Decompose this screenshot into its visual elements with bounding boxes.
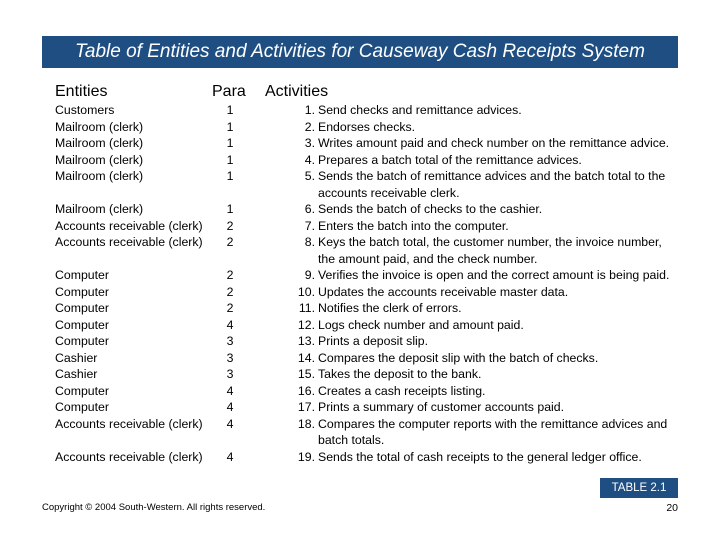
activity-number: 7.: [304, 218, 315, 233]
para-cell: 2: [226, 284, 234, 299]
column-header-para: Para: [212, 83, 246, 100]
activity-number: 15.: [297, 367, 315, 381]
para-cell: 4: [226, 317, 234, 332]
activity-number: 10.: [297, 284, 315, 299]
activity-number: 5.: [304, 169, 315, 183]
entity-cell: Computer: [55, 383, 109, 398]
activity-text: Compares the computer reports with the remittance advices and: [318, 416, 668, 431]
para-cell: 1: [226, 103, 234, 117]
activity-number: 9.: [304, 268, 315, 282]
activity-number: 12.: [297, 317, 315, 332]
activity-number: 11.: [298, 301, 315, 315]
activity-number: 18.: [297, 416, 315, 431]
activity-text: Compares the deposit slip with the batch of checks.: [318, 350, 599, 365]
activity-text: Notifies the clerk of errors.: [318, 301, 462, 315]
entity-cell: Customers: [55, 103, 115, 117]
entity-cell: Mailroom (clerk): [55, 136, 144, 150]
para-cell: 1: [226, 202, 234, 216]
entity-cell: Mailroom (clerk): [55, 152, 144, 167]
entity-cell: Computer: [55, 268, 109, 282]
activity-text: Takes the deposit to the bank.: [318, 367, 482, 381]
para-cell: 4: [226, 416, 234, 431]
entity-cell: Mailroom (clerk): [55, 119, 144, 134]
entity-cell: Cashier: [55, 367, 98, 381]
activity-number: 8.: [304, 235, 315, 249]
activity-text: Endorses checks.: [318, 119, 416, 134]
para-cell: 1: [226, 119, 234, 134]
activity-number: 4.: [304, 152, 315, 167]
para-cell: 2: [226, 268, 234, 282]
activity-number: 19.: [297, 449, 315, 464]
table-label-badge: TABLE 2.1: [600, 478, 678, 498]
activity-text: Enters the batch into the computer.: [318, 218, 509, 233]
entity-cell: Cashier: [55, 350, 98, 365]
entity-cell: Computer: [55, 400, 109, 414]
para-cell: 3: [226, 367, 234, 381]
para-cell: 1: [226, 136, 234, 150]
entity-cell: Computer: [55, 317, 109, 332]
entity-cell: Mailroom (clerk): [55, 202, 144, 216]
activity-number: 3.: [304, 136, 315, 150]
activity-number: 2.: [304, 119, 315, 134]
page-number: 20: [666, 502, 678, 514]
para-cell: 3: [226, 334, 234, 348]
entity-cell: Computer: [55, 334, 109, 348]
para-cell: 3: [226, 350, 234, 365]
activity-text: Send checks and remittance advices.: [318, 103, 522, 117]
para-cell: 4: [226, 383, 234, 398]
entity-cell: Accounts receivable (clerk): [55, 218, 203, 233]
para-cell: 2: [226, 218, 234, 233]
entity-cell: Computer: [55, 301, 109, 315]
copyright-notice: Copyright © 2004 South-Western. All rights reserved.: [42, 502, 266, 513]
entity-cell: Mailroom (clerk): [55, 169, 144, 183]
page-title: Table of Entities and Activities for Causeway Cash Receipts System: [42, 36, 678, 68]
activity-number: 17.: [297, 400, 315, 414]
entity-cell: Computer: [55, 284, 109, 299]
entity-cell: Accounts receivable (clerk): [55, 449, 203, 464]
activity-text: Sends the batch of remittance advices and the batch total to the: [318, 169, 666, 183]
entity-cell: Accounts receivable (clerk): [55, 235, 203, 249]
activity-text: Creates a cash receipts listing.: [318, 383, 486, 398]
activity-text: the amount paid, and the check number.: [318, 251, 538, 266]
para-cell: 1: [226, 169, 234, 183]
entity-cell: Accounts receivable (clerk): [55, 416, 203, 431]
activity-number: 16.: [297, 383, 315, 398]
activity-text: batch totals.: [318, 433, 385, 447]
activity-text: Updates the accounts receivable master data.: [318, 284, 569, 299]
activity-text: Verifies the invoice is open and the correct amount is being paid.: [318, 268, 670, 282]
column-header-activities: Activities: [265, 83, 329, 100]
activity-number: 1.: [304, 103, 315, 117]
activity-text: Sends the total of cash receipts to the general ledger office.: [318, 449, 642, 464]
para-cell: 2: [226, 301, 234, 315]
para-cell: 4: [226, 449, 234, 464]
activity-text: Prints a summary of customer accounts paid.: [318, 400, 565, 414]
activity-text: Prints a deposit slip.: [318, 334, 429, 348]
para-cell: 1: [226, 152, 234, 167]
activity-number: 6.: [304, 202, 315, 216]
activity-text: Logs check number and amount paid.: [318, 317, 524, 332]
para-cell: 2: [226, 235, 234, 249]
activity-text: Writes amount paid and check number on the remittance advice.: [318, 136, 670, 150]
activity-number: 14.: [297, 350, 315, 365]
activity-text: Prepares a batch total of the remittance advices.: [318, 152, 582, 167]
activity-text: accounts receivable clerk.: [318, 185, 460, 200]
activity-text: Keys the batch total, the customer number, the invoice number,: [318, 235, 662, 249]
column-header-entities: Entities: [55, 83, 108, 100]
para-cell: 4: [226, 400, 234, 414]
activity-number: 13.: [297, 334, 315, 348]
activity-text: Sends the batch of checks to the cashier.: [318, 202, 543, 216]
